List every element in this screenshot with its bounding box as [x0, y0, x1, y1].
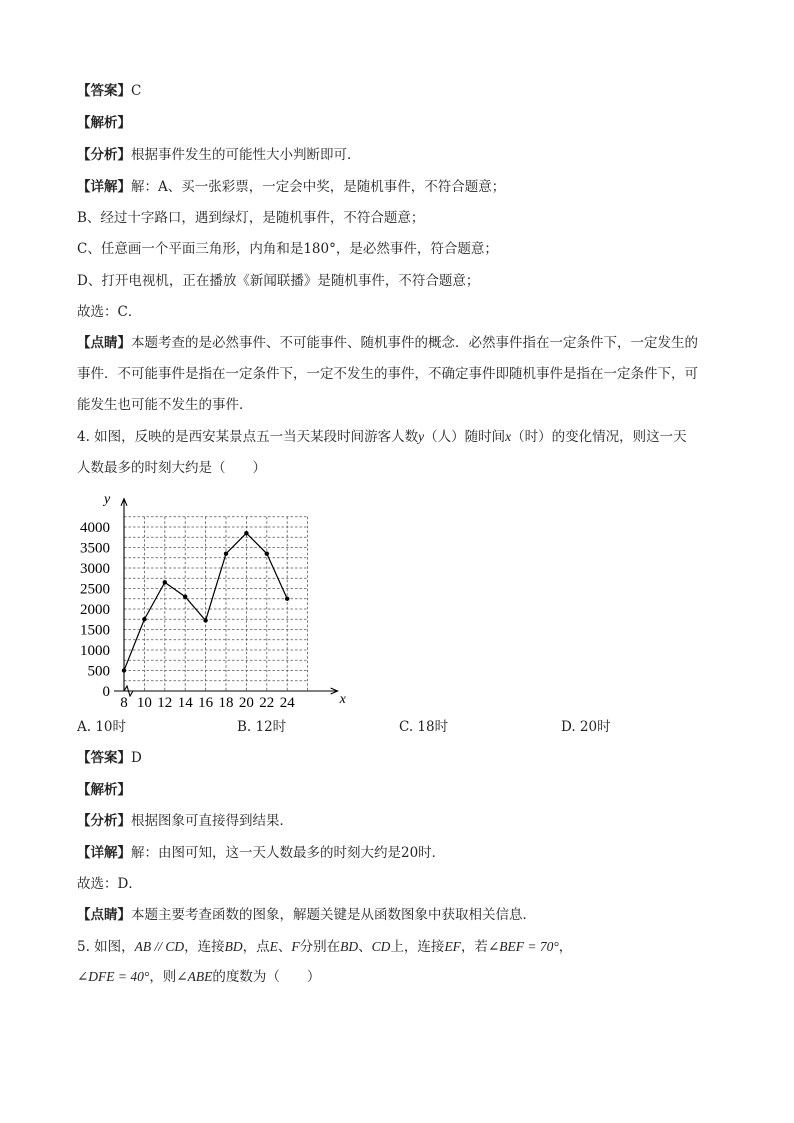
- answer-value: D: [131, 750, 142, 766]
- q4-analysis-heading: [77, 781, 131, 799]
- x-tick-label: 20: [238, 695, 254, 711]
- q3-line-c: C、任意画一个平面三角形，内角和是180°，是必然事件，符合题意；: [77, 241, 498, 257]
- q5-stem-line-1: [77, 938, 572, 956]
- q3-dianjing-1: [77, 334, 698, 352]
- q3-line-b: B、经过十字路口，遇到绿灯，是随机事件，不符合题意；: [77, 210, 425, 226]
- answer-value: C: [131, 83, 142, 99]
- xiangjie-label: 【详解】: [77, 179, 131, 195]
- x-tick-label: 10: [136, 695, 152, 711]
- q5-text: ，若: [460, 939, 488, 955]
- q3-analysis-heading: [77, 114, 131, 132]
- math-bd: BD: [340, 939, 359, 954]
- q4-stem-line-1: [77, 428, 687, 446]
- fenxi-label: 【分析】: [77, 813, 131, 829]
- y-tick-label: 2000: [80, 602, 110, 618]
- q4-stem-line-2: 人数最多的时刻大约是（ ）: [77, 460, 266, 476]
- dianjing-label: 【点睛】: [77, 907, 131, 923]
- var-y: y: [418, 429, 425, 444]
- q3-dianjing-3: 能发生也可能不发生的事件．: [77, 397, 253, 413]
- y-tick-label: 1000: [80, 643, 110, 659]
- q4-stem-1b: （人）随时间: [424, 429, 506, 445]
- q4-xiangjie-line: [77, 844, 445, 862]
- q3-xiangjie-line: [77, 178, 505, 196]
- math-bd: BD: [224, 939, 243, 954]
- data-point: [122, 668, 126, 672]
- y-tick-label: 0: [102, 684, 110, 700]
- math-f: F: [291, 939, 300, 954]
- x-tick-label: 22: [259, 695, 275, 711]
- math-angle-bef: ∠BEF = 70°: [487, 939, 559, 954]
- chart-series: [122, 531, 290, 673]
- q5-text: ，则: [149, 969, 177, 985]
- q3-answer-line: [77, 82, 141, 100]
- q5-text: 的度数为（ ）: [212, 969, 321, 985]
- chart-grid: [124, 517, 308, 691]
- data-point: [244, 531, 248, 535]
- q5-stem-line-2: [77, 968, 320, 986]
- q5-text: ，: [558, 939, 573, 955]
- q3-choice: 故选：C．: [77, 304, 142, 320]
- math-ef: EF: [444, 939, 461, 954]
- q5-text: ，点: [242, 939, 270, 955]
- y-axis-label: y: [104, 491, 111, 507]
- data-point: [285, 597, 289, 601]
- xiangjie-label: 【详解】: [77, 845, 131, 861]
- option-b[interactable]: B. 12时: [237, 719, 287, 735]
- x-tick-label: 16: [198, 695, 214, 711]
- q4-stem-1a: 4. 如图，反映的是西安某景点五一当天某段时间游客人数: [77, 429, 419, 445]
- q3-dianjing-2: 事件．不可能事件是指在一定条件下，一定不发生的事件，不确定事件即随机事件是指在一定条件下，可: [77, 366, 698, 382]
- data-point: [142, 617, 146, 621]
- fenxi-text: 根据图象可直接得到结果．: [131, 813, 293, 829]
- answer-label: 【答案】: [77, 83, 131, 99]
- line-chart: [60, 480, 360, 710]
- q3-fenxi-line: [77, 146, 361, 164]
- q4-stem-1c: （时）的变化情况，则这一天: [511, 429, 687, 445]
- chart-axes: [102, 492, 347, 707]
- x-tick-label: 18: [218, 695, 234, 711]
- dianjing-text: 本题主要考查函数的图象，解题关键是从函数图象中获取相关信息．: [131, 907, 536, 923]
- x-tick-label: 8: [120, 695, 128, 711]
- y-tick-label: 2500: [80, 581, 110, 598]
- y-tick-label: 3000: [80, 561, 110, 577]
- option-d[interactable]: D. 20时: [561, 719, 611, 735]
- math-angle-dfe: ∠DFE = 40°: [77, 969, 150, 984]
- fenxi-label: 【分析】: [77, 147, 131, 163]
- q5-text: 、: [277, 939, 292, 955]
- q5-text: ，连接: [184, 939, 225, 955]
- xiangjie-text: 解：A、买一张彩票，一定会中奖，是随机事件，不符合题意；: [131, 179, 506, 195]
- y-tick-label: 500: [87, 663, 110, 680]
- y-tick-label: 1500: [80, 622, 110, 639]
- xiangjie-text: 解：由图可知，这一天人数最多的时刻大约是20时．: [131, 845, 446, 861]
- chart-tick-labels: [80, 520, 295, 711]
- option-c[interactable]: C. 18时: [399, 719, 449, 735]
- data-point: [203, 618, 207, 622]
- dianjing-text-1: 本题考查的是必然事件、不可能事件、随机事件的概念．必然事件指在一定条件下，一定发生的: [131, 335, 698, 351]
- q5-text: 上，连接: [390, 939, 445, 955]
- math-ab-parallel-cd: AB // CD: [134, 939, 185, 954]
- y-tick-label: 3500: [80, 540, 110, 557]
- x-axis-label: x: [339, 692, 346, 707]
- q4-choice: 故选：D．: [77, 876, 142, 892]
- q5-text: 5. 如图，: [77, 939, 135, 955]
- fenxi-text: 根据事件发生的可能性大小判断即可．: [131, 147, 361, 163]
- math-cd: CD: [371, 939, 391, 954]
- q3-line-d: D、打开电视机，正在播放《新闻联播》是随机事件，不符合题意；: [77, 273, 480, 289]
- analysis-heading: 【解析】: [77, 115, 131, 131]
- option-a[interactable]: A. 10时: [77, 719, 127, 735]
- y-tick-label: 4000: [80, 520, 110, 536]
- math-angle-abe: ∠ABE: [176, 969, 213, 984]
- q4-fenxi-line: [77, 812, 293, 830]
- dianjing-label: 【点睛】: [77, 335, 131, 351]
- x-tick-label: 12: [157, 695, 173, 711]
- x-tick-label: 14: [177, 695, 193, 711]
- q4-answer-line: [77, 749, 142, 767]
- answer-label: 【答案】: [77, 750, 131, 766]
- q5-text: 分别在: [299, 939, 341, 955]
- x-tick-label: 24: [279, 695, 295, 711]
- data-point: [163, 580, 167, 584]
- data-point: [265, 551, 269, 555]
- q4-dianjing-line: [77, 906, 536, 924]
- var-x: x: [505, 429, 512, 444]
- data-point: [183, 595, 187, 599]
- analysis-heading: 【解析】: [77, 782, 131, 798]
- data-point: [224, 551, 228, 555]
- q5-text: 、: [358, 939, 372, 955]
- math-e: E: [269, 939, 278, 954]
